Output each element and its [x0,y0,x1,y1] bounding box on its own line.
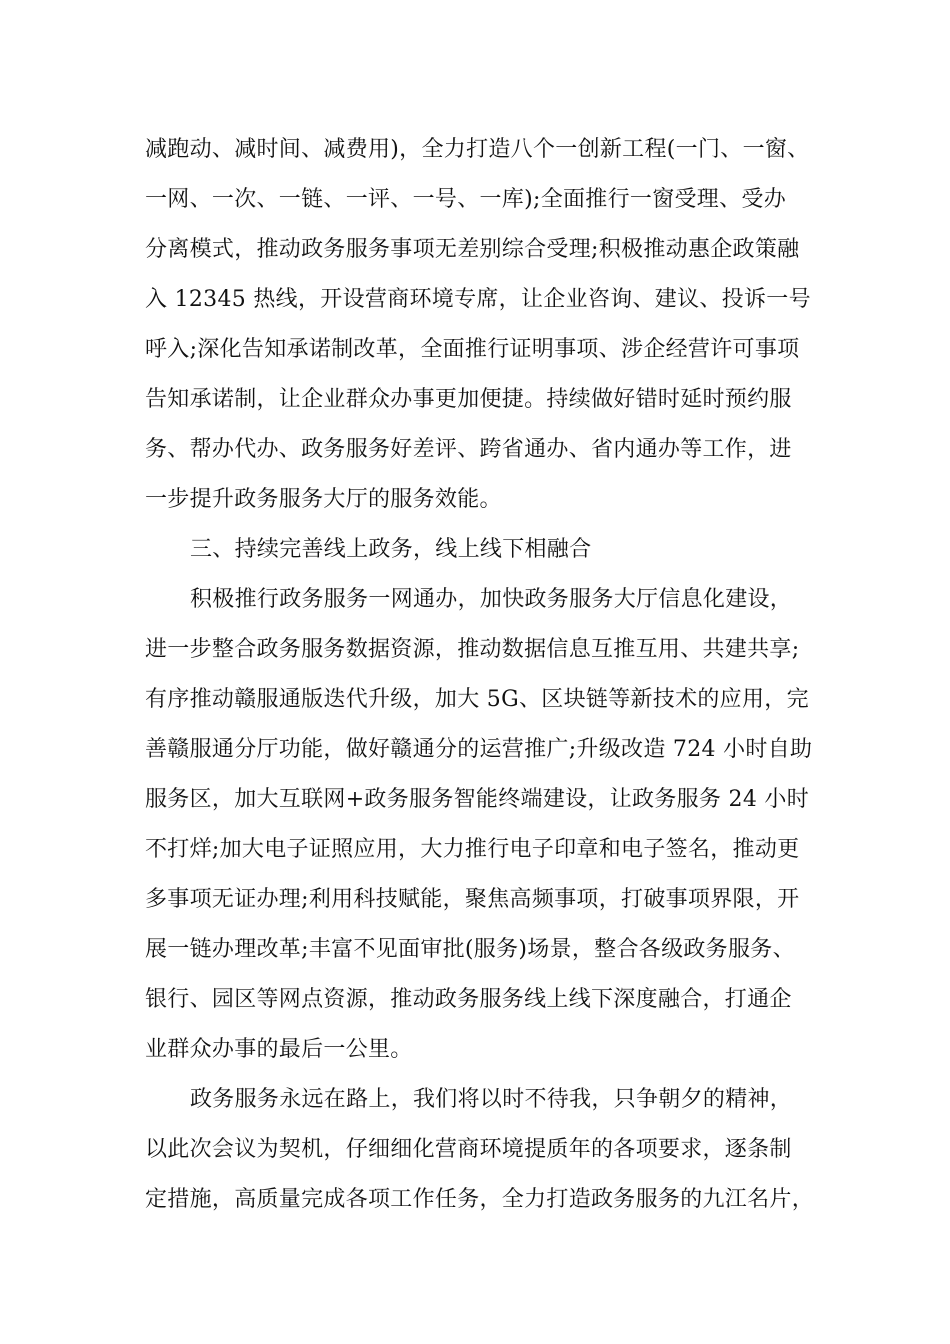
paragraph-line: 减跑动、减时间、减费用)，全力打造八个一创新工程(一门、一窗、 [145,137,810,162]
section-heading: 三、持续完善线上政务，线上线下相融合 [190,537,592,562]
paragraph-line: 一步提升政务服务大厅的服务效能。 [145,487,502,512]
paragraph-line: 银行、园区等网点资源，推动政务服务线上线下深度融合，打通企 [145,987,792,1012]
paragraph-line: 务、帮办代办、政务服务好差评、跨省通办、省内通办等工作，进 [145,437,792,462]
paragraph-line: 有序推动赣服通版迭代升级，加大 5G、区块链等新技术的应用，完 [145,687,809,712]
paragraph-line: 善赣服通分厅功能，做好赣通分的运营推广;升级改造 724 小时自助 [145,737,813,762]
paragraph-line: 业群众办事的最后一公里。 [145,1037,413,1062]
paragraph-line: 进一步整合政务服务数据资源，推动数据信息互推互用、共建共享; [145,637,800,662]
paragraph-line: 不打烊;加大电子证照应用，大力推行电子印章和电子签名，推动更 [145,837,800,862]
paragraph-line: 一网、一次、一链、一评、一号、一库);全面推行一窗受理、受办 [145,187,786,212]
paragraph-line: 服务区，加大互联网+政务服务智能终端建设，让政务服务 24 小时 [145,787,810,812]
paragraph-line: 政务服务永远在路上，我们将以时不待我，只争朝夕的精神， [190,1087,793,1112]
paragraph-line: 以此次会议为契机，仔细细化营商环境提质年的各项要求，逐条制 [145,1137,792,1162]
paragraph-line: 多事项无证办理;利用科技赋能，聚焦高频事项，打破事项界限，开 [145,887,800,912]
paragraph-line: 分离模式，推动政务服务事项无差别综合受理;积极推动惠企政策融 [145,237,800,262]
paragraph-line: 定措施，高质量完成各项工作任务，全力打造政务服务的九江名片， [145,1187,815,1212]
paragraph-line: 入 12345 热线，开设营商环境专席，让企业咨询、建议、投诉一号 [145,287,811,312]
paragraph-line: 展一链办理改革;丰富不见面审批(服务)场景，整合各级政务服务、 [145,937,795,962]
paragraph-line: 告知承诺制，让企业群众办事更加便捷。持续做好错时延时预约服 [145,387,792,412]
paragraph-line: 积极推行政务服务一网通办，加快政务服务大厅信息化建设， [190,587,793,612]
paragraph-line: 呼入;深化告知承诺制改革，全面推行证明事项、涉企经营许可事项 [145,337,800,362]
